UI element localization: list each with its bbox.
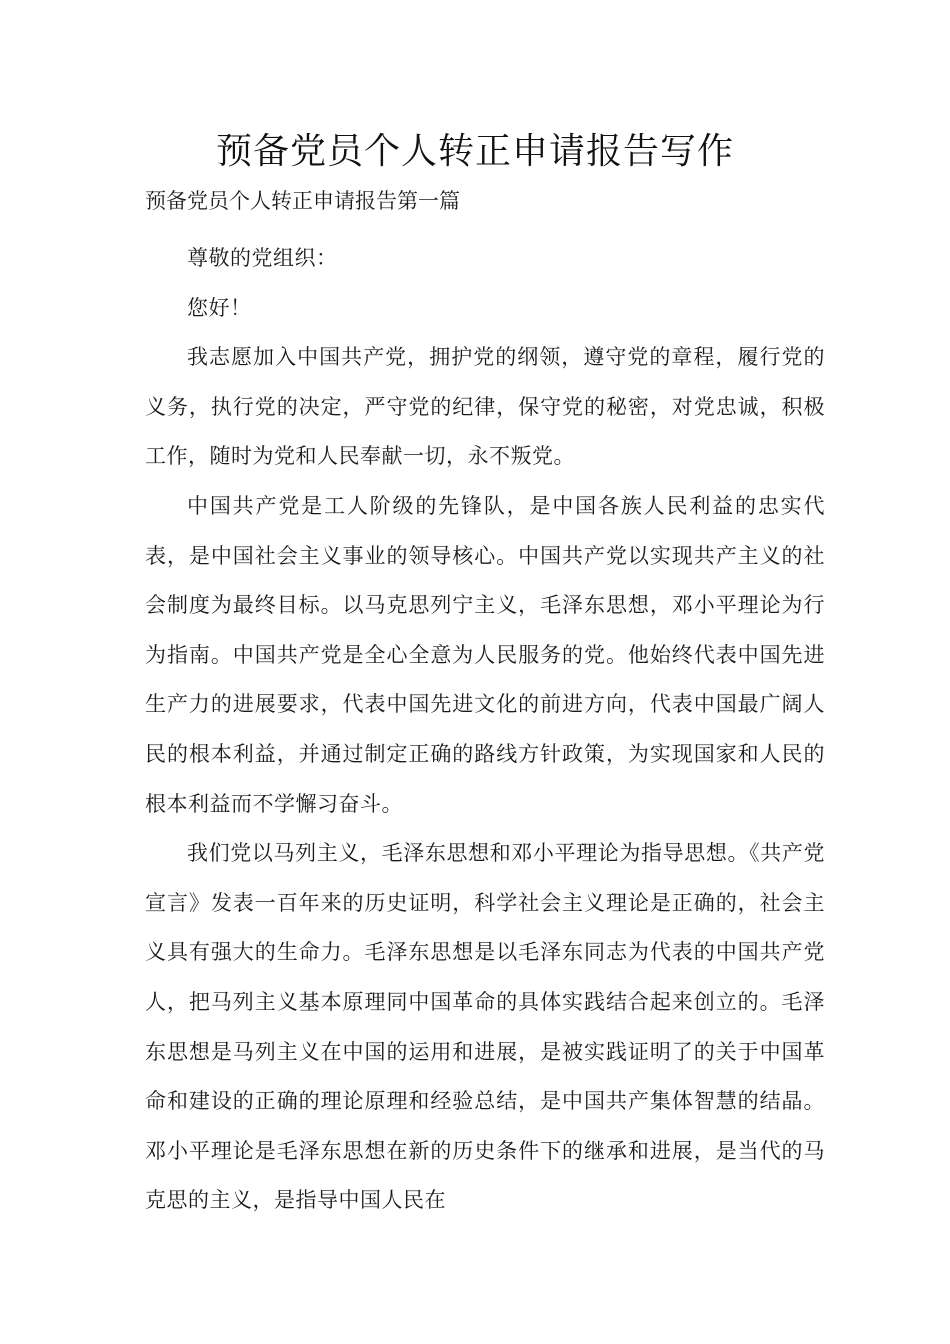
document-title: 预备党员个人转正申请报告写作 xyxy=(215,131,734,172)
salutation: 尊敬的党组织： xyxy=(187,246,338,270)
greeting: 您好！ xyxy=(187,295,252,320)
document-body xyxy=(145,234,825,1226)
document-subtitle: 预备党员个人转正申请报告第一篇 xyxy=(145,189,460,213)
paragraph-guiding-thought: 我们党以马列主义，毛泽东思想和邓小平理论为指导思想。《共产党宣言》发表一百年来的历史证明，科学社会主义理论是正确的，社会主义具有强大的生命力。毛泽东思想是以毛泽东同志为代表的中国共产党人，把马列主义基本原理同中国革命的具体实践结合起来创立的。毛泽东思想是马列主义在中国的运用和进展，是被实践证明了的关于中国革命和建设的正确的理论原理和经验总结，是中国共产集体智慧的结晶。邓小平理论是毛泽东思想在新的历史条件下的继承和进展，是当代的马克思的主义，是指导中国人民在 xyxy=(145,841,825,1213)
paragraph-party-nature: 中国共产党是工人阶级的先锋队，是中国各族人民利益的忠实代表，是中国社会主义事业的领导核心。中国共产党以实现共产主义的社会制度为最终目标。以马克思列宁主义，毛泽东思想，邓小平理论为行为指南。中国共产党是全心全意为人民服务的党。他始终代表中国先进生产力的进展要求，代表中国先进文化的前进方向，代表中国最广阔人民的根本利益，并通过制定正确的路线方针政策，为实现国家和人民的根本利益而不学懈习奋斗。 xyxy=(145,493,825,816)
paragraph-oath: 我志愿加入中国共产党，拥护党的纲领，遵守党的章程，履行党的义务，执行党的决定，严守党的纪律，保守党的秘密，对党忠诚，积极工作，随时为党和人民奉献一切，永不叛党。 xyxy=(145,345,825,469)
